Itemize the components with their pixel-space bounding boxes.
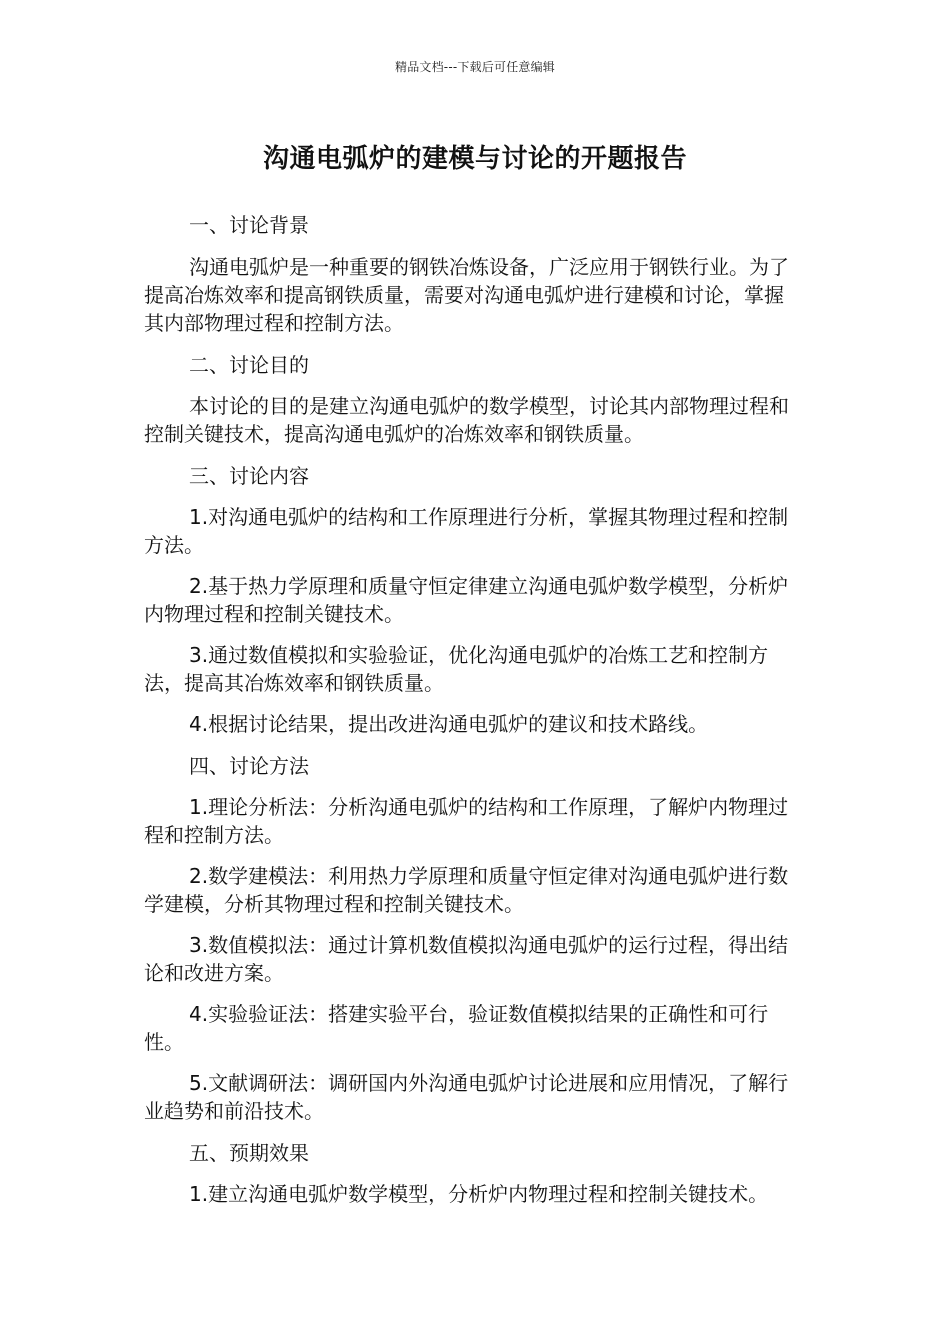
content-item-1: 1.对沟通电弧炉的结构和工作原理进行分析，掌握其物理过程和控制方法。 <box>144 505 789 557</box>
section-heading-background: 一、讨论背景 <box>189 213 309 237</box>
section-heading-purpose: 二、讨论目的 <box>189 353 309 377</box>
document-title: 沟通电弧炉的建模与讨论的开题报告 <box>262 144 687 174</box>
result-item-1: 1.建立沟通电弧炉数学模型，分析炉内物理过程和控制关键技术。 <box>189 1182 769 1206</box>
content-item-4: 4.根据讨论结果，提出改进沟通电弧炉的建议和技术路线。 <box>189 712 709 736</box>
document-body <box>144 211 794 1208</box>
method-item-5: 5.文献调研法：调研国内外沟通电弧炉讨论进展和应用情况，了解行业趋势和前沿技术。 <box>144 1071 789 1123</box>
paragraph-background: 沟通电弧炉是一种重要的钢铁冶炼设备，广泛应用于钢铁行业。为了提高冶炼效率和提高钢铁质量，需要对沟通电弧炉进行建模和讨论，掌握其内部物理过程和控制方法。 <box>144 255 789 335</box>
paragraph-purpose: 本讨论的目的是建立沟通电弧炉的数学模型，讨论其内部物理过程和控制关键技术，提高沟通电弧炉的冶炼效率和钢铁质量。 <box>144 394 789 446</box>
method-item-4: 4.实验验证法：搭建实验平台，验证数值模拟结果的正确性和可行性。 <box>144 1002 769 1054</box>
section-heading-expected-results: 五、预期效果 <box>189 1141 309 1165</box>
section-heading-methods: 四、讨论方法 <box>189 754 309 778</box>
method-item-1: 1.理论分析法：分析沟通电弧炉的结构和工作原理，了解炉内物理过程和控制方法。 <box>144 795 789 847</box>
content-item-2: 2.基于热力学原理和质量守恒定律建立沟通电弧炉数学模型，分析炉内物理过程和控制关键技术。 <box>144 574 789 626</box>
method-item-2: 2.数学建模法：利用热力学原理和质量守恒定律对沟通电弧炉进行数学建模，分析其物理过程和控制关键技术。 <box>144 864 789 916</box>
section-heading-content: 三、讨论内容 <box>189 464 309 488</box>
method-item-3: 3.数值模拟法：通过计算机数值模拟沟通电弧炉的运行过程，得出结论和改进方案。 <box>144 933 789 985</box>
header-note: 精品文档---下载后可任意编辑 <box>395 60 555 74</box>
content-item-3: 3.通过数值模拟和实验验证，优化沟通电弧炉的冶炼工艺和控制方法，提高其冶炼效率和钢铁质量。 <box>144 643 769 695</box>
